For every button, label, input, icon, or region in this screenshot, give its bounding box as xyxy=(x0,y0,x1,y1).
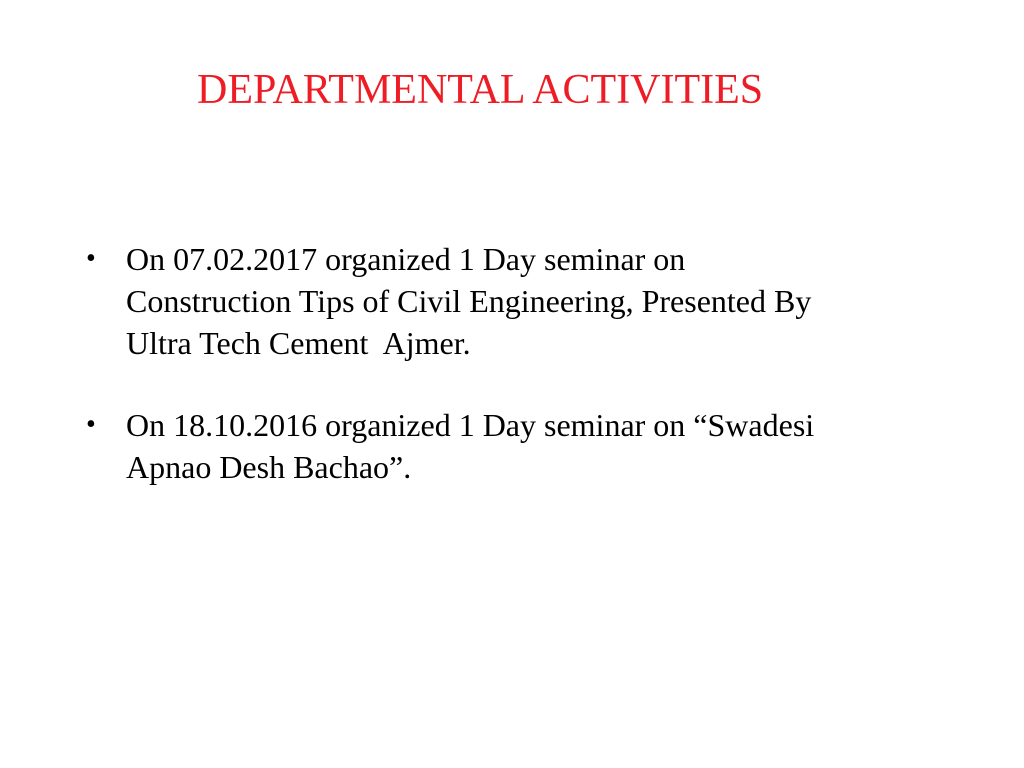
bullet-line: Ultra Tech Cement Ajmer. xyxy=(126,325,471,361)
bullet-list xyxy=(86,238,946,488)
slide-title: DEPARTMENTAL ACTIVITIES xyxy=(197,67,764,113)
bullet-line: On 18.10.2016 organized 1 Day seminar on “Swadesi xyxy=(126,407,815,443)
bullet-text xyxy=(126,238,946,364)
bullet-line: Construction Tips of Civil Engineering, Presented By xyxy=(126,283,812,319)
bullet-item xyxy=(86,404,946,488)
bullet-icon: • xyxy=(86,409,96,440)
bullet-text xyxy=(126,404,946,488)
bullet-icon: • xyxy=(86,243,96,274)
bullet-line: Apnao Desh Bachao”. xyxy=(126,449,412,485)
bullet-line: On 07.02.2017 organized 1 Day seminar on xyxy=(126,241,686,277)
bullet-item xyxy=(86,238,946,364)
